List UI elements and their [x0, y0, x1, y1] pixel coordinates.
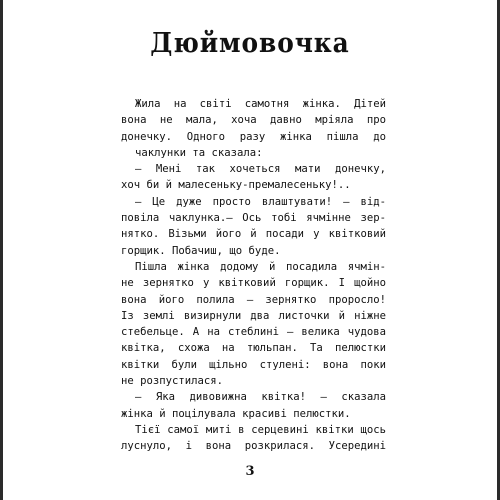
text-line: донечку. Одного разу жінка пішла до — [121, 130, 386, 143]
text-line: жінка й поцілувала красиві пелюстки. — [121, 407, 351, 420]
text-line: — Мені так хочеться мати донечку, — [135, 163, 386, 176]
text-line: нятко. Візьми його й посади у квітковий — [121, 228, 386, 241]
page-title: Дюймовочка — [150, 28, 350, 59]
text-line: хоч би й малесеньку-премалесеньку!.. — [121, 179, 351, 192]
text-line: квітка, схожа на тюльпан. Та пелюстки — [121, 342, 386, 355]
text-line: Пішла жінка додому й посадила ячмін- — [135, 260, 386, 273]
text-line: — Яка дивовижна квітка! — сказала — [135, 391, 386, 404]
text-line: вона його полила — зернятко проросло! — [121, 293, 386, 306]
text-line: — Це дуже просто влаштувати! — від- — [135, 195, 386, 208]
text-line: вона не мала, хоча давно мріяла про — [121, 114, 386, 127]
text-line: стебельце. А на стеблині — велика чудова — [121, 326, 386, 339]
text-line: Тієї самої миті в серцевині квітки щось — [135, 423, 386, 436]
text-line: не зернятко у квітковий горщик. І щойно — [121, 277, 386, 290]
text-line: луснуло, і вона розкрилася. Усередині — [121, 440, 386, 453]
page-number: 3 — [245, 464, 255, 479]
text-line: Жила на світі самотня жінка. Дітей — [135, 98, 386, 110]
text-line: Із землі визирнули два листочки й ніжне — [121, 309, 386, 322]
story-text — [121, 96, 386, 455]
text-line: квітки були щільно стулені: вона поки — [121, 358, 386, 371]
text-line: чаклунки та сказала: — [135, 146, 263, 159]
text-line: повіла чаклунка.— Ось тобі ячмінне зер- — [121, 212, 386, 225]
text-line: не розпустилася. — [121, 375, 224, 388]
text-line: горщик. Побачиш, що буде. — [121, 244, 281, 257]
